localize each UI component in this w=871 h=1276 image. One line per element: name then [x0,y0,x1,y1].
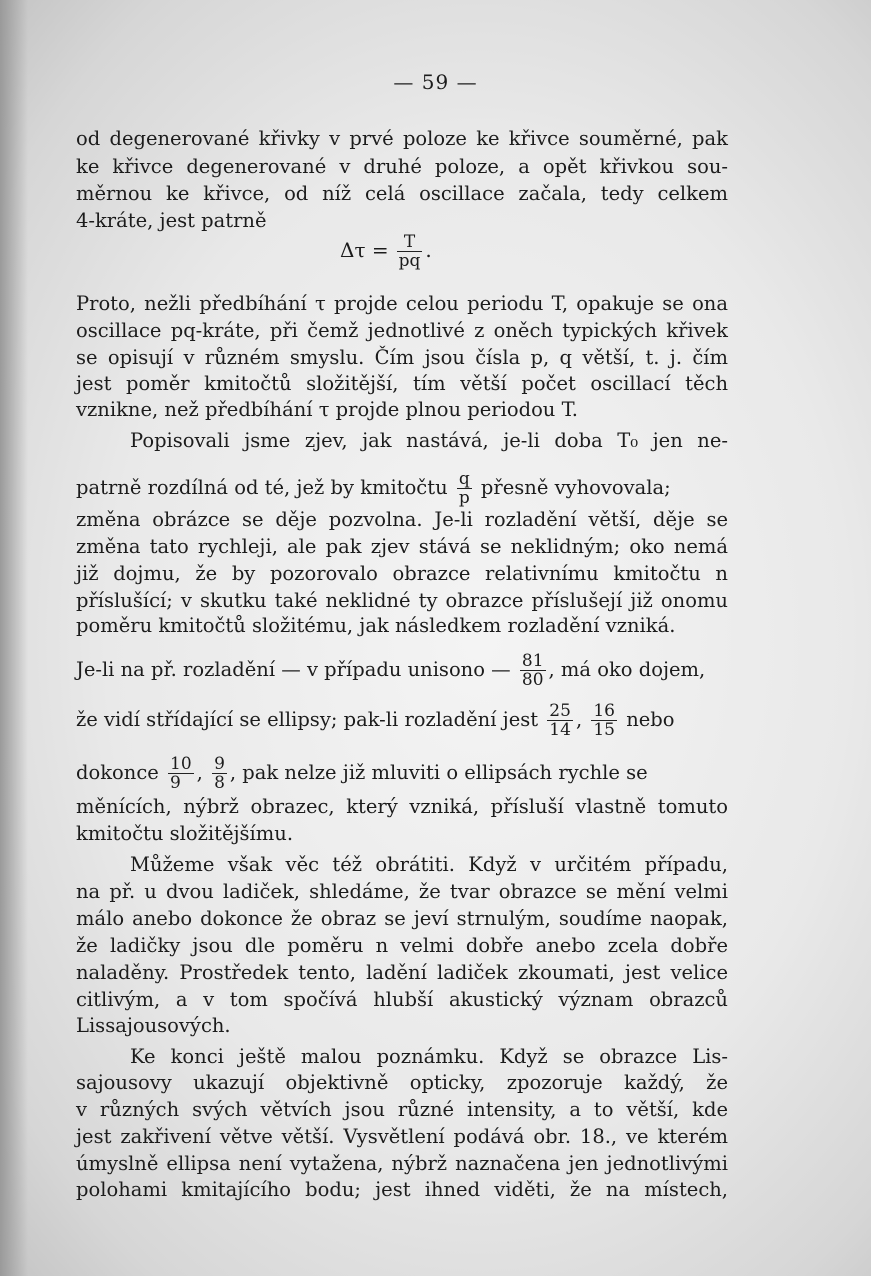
text-line: polohami kmitajícího bodu; jest ihned viděti, že na místech, [76,1178,728,1201]
text-segment: patrně rozdílná od té, jež by kmitočtu [76,476,448,499]
text-segment: dokonce [76,761,159,784]
text-line: Popisovali jsme zjev, jak nastává, je-li doba T₀ jen ne- [130,429,728,452]
text-line: vznikne, než předbíhání τ projde plnou periodou T. [76,398,578,421]
text-line: ke křivce degenerované v druhé poloze, a opět křivkou sou- [76,155,728,178]
fraction-numerator: 81 [521,651,544,671]
fraction-denominator: 9 [170,773,181,793]
text-line: jest poměr kmitočtů složitější, tím větší počet oscillací těch [76,372,728,395]
text-line: Proto, nežli předbíhání τ projde celou periodu T, opakuje se ona [76,292,728,315]
text-segment: přesně vyhovovala; [480,476,671,499]
text-line: změna tato rychleji, ale pak zjev stává se neklidným; oko nemá [76,535,728,558]
fraction-denominator: 8 [214,773,225,793]
text-line: sajousovy ukazují objektivně opticky, zpozoruje každý, že [76,1071,728,1094]
text-line: naladěny. Prostředek tento, ladění ladiček zkoumati, jest velice [76,961,728,984]
fraction-denominator: 80 [521,670,544,690]
text-line: dokonce $\frac{10}{9}$ , $\frac{9}{8}$ , pak nelze již mluviti o ellipsách rychle se [76,754,648,793]
fraction-9-8 [212,755,227,792]
text-line: měrnou ke křivce, od níž celá oscillace začala, tedy celkem [76,182,728,205]
text-line: jest zakřivení větve větší. Vysvětlení podává obr. 18., ve kterém [76,1125,728,1148]
text-line: 4-kráte, jest patrně [76,209,267,232]
page-shadow-edge [0,0,28,1276]
fraction-denominator: 15 [593,720,615,740]
text-line: Můžeme však věc též obrátiti. Když v určitém případu, [130,853,728,876]
fraction-q-p [457,470,472,507]
fraction-denominator: 14 [549,720,571,740]
fraction-numerator: 25 [549,701,571,721]
fraction-10-9 [168,755,194,792]
text-line: poměru kmitočtů složitému, jak následkem rozladění vzniká. [76,614,676,637]
text-line: se opisují v různém smyslu. Čím jsou čísla p, q větší, t. j. čím [76,346,728,369]
text-segment: Je-li na př. rozladění — v případu unisono — [76,658,511,681]
fraction-25-14 [547,702,573,739]
fraction-16-15 [591,702,617,739]
text-line: úmyslně ellipsa není vytažena, nýbrž naznačena jen jednotlivými [76,1152,728,1175]
text-line [76,470,671,507]
page-number: — 59 — [393,70,478,94]
text-line: oscillace pq-kráte, při čemž jednotlivé z oněch typických křivek [76,319,728,342]
text-line: v různých svých větvích jsou různé intensity, a to větší, kde [76,1098,728,1121]
text-line: málo anebo dokonce že obraz se jeví strnulým, soudíme naopak, [76,907,728,930]
text-line: změna obrázce se děje pozvolna. Je-li rozladění větší, děje se [76,508,728,531]
text-line: citlivým, a v tom spočívá hlubší akustický význam obrazců [76,988,728,1011]
text-line: měnících, nýbrž obrazec, který vzniká, přísluší vlastně tomuto [76,795,728,818]
fraction-numerator: 16 [593,701,615,721]
text-segment: nebo [626,708,675,731]
formula-fraction [397,233,423,270]
text-line: že vidí střídající se ellipsy; pak-li rozladění jest $\frac{25}{14}$ , $\frac{16}{15}$ nebo [76,701,675,740]
text-line: že ladičky jsou dle poměru n velmi dobře anebo zcela dobře [76,934,728,957]
text-segment: pak nelze již mluviti o ellipsách rychle se [242,761,648,784]
text-line: Ke konci ještě malou poznámku. Když se obrazce Lis- [130,1045,728,1068]
text-line [76,652,705,689]
formula-denominator: pq [398,251,421,271]
text-line: od degenerované křivky v prvé poloze ke křivce souměrné, pak [76,127,728,150]
formula-numerator: T [397,233,423,252]
formula-delta-tau [340,233,432,270]
formula-lhs: Δτ = [340,238,389,262]
fraction-81-80 [520,652,546,689]
fraction-denominator: p [458,488,470,508]
text-line: na př. u dvou ladiček, shledáme, že tvar obrazce se mění velmi [76,880,728,903]
text-line: Lissajousových. [76,1014,231,1037]
text-line: již dojmu, že by pozorovalo obrazce relativnímu kmitočtu n [76,562,728,585]
fraction-numerator: 9 [214,754,225,774]
text-segment: , má oko dojem, [548,658,706,681]
text-line: kmitočtu složitějšímu. [76,822,294,845]
fraction-numerator: 10 [170,754,192,774]
fraction-numerator: q [458,469,470,489]
formula-end: . [425,238,432,262]
text-segment: že vidí střídající se ellipsy; pak-li rozladění jest [76,708,539,731]
text-line: příslušící; v skutku také neklidné ty obrazce příslušejí již onomu [76,589,728,612]
